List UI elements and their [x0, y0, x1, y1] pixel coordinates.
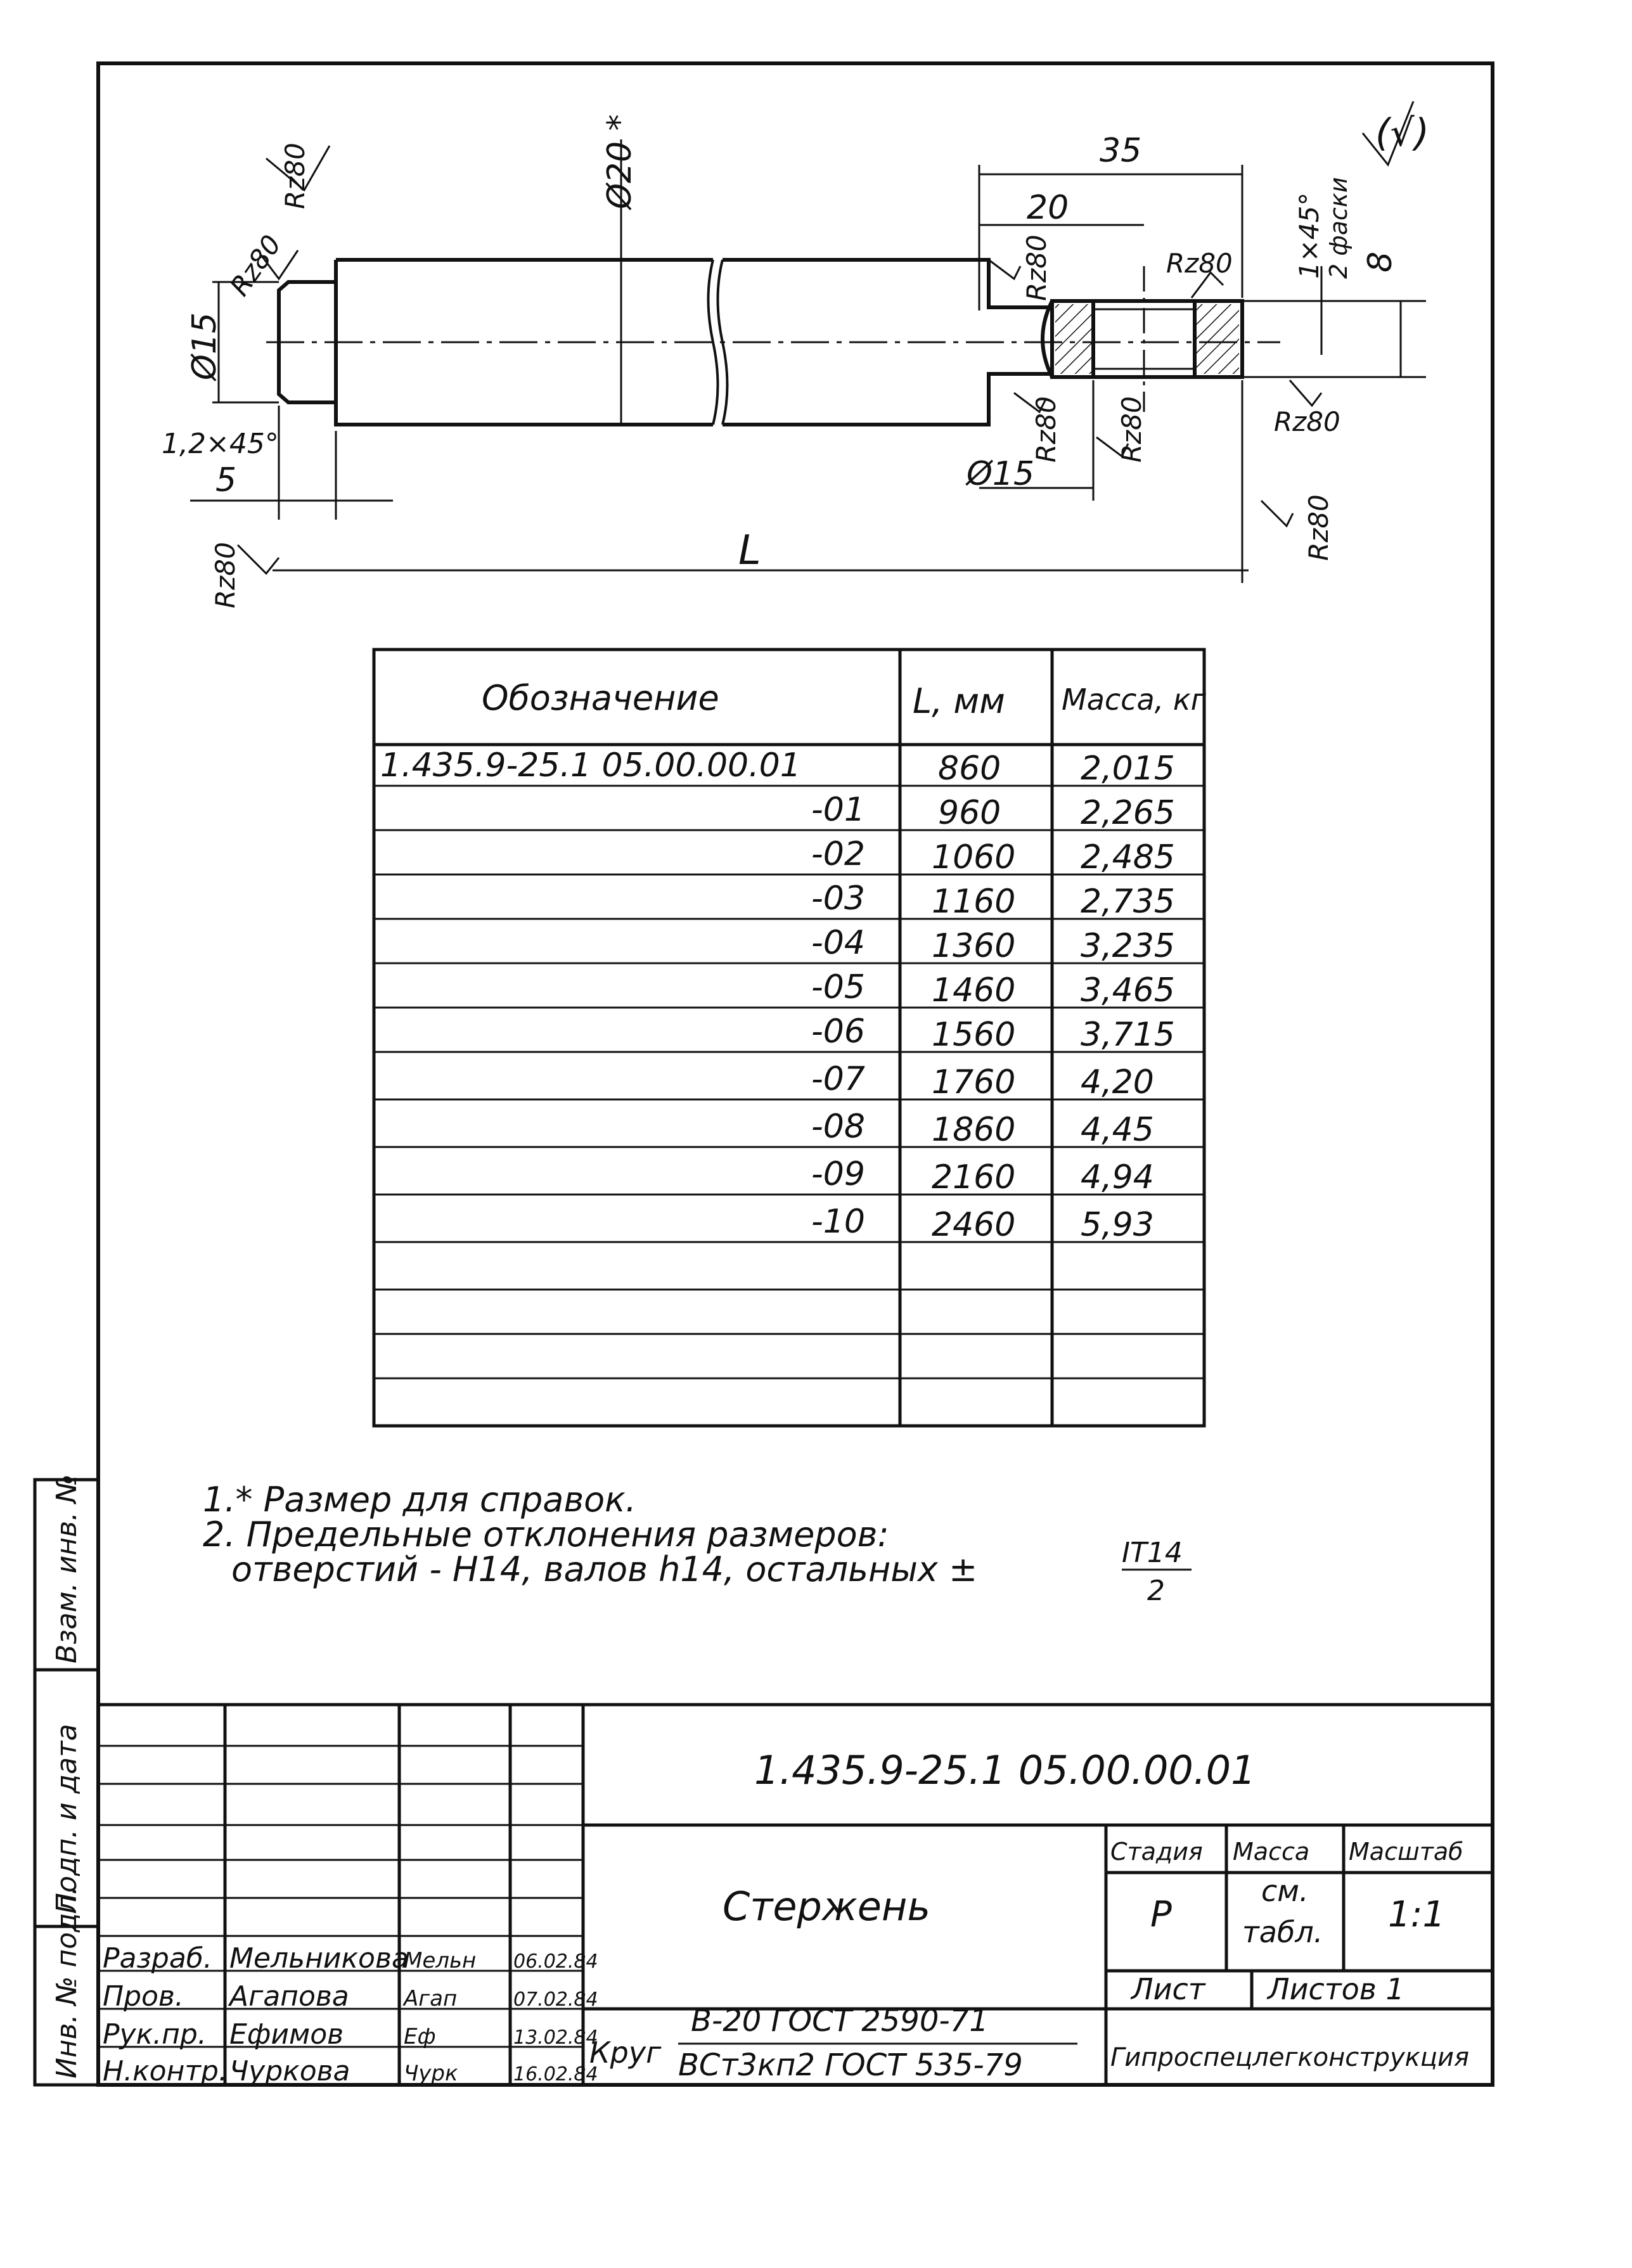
table-row-mass: 3,465	[1081, 971, 1175, 1009]
table-row-designation: -10	[811, 1203, 865, 1241]
dim-20: 20	[1027, 189, 1069, 227]
signer-signature: Мельн	[404, 1948, 477, 1973]
signer-date: 07.02.84	[513, 1989, 598, 2011]
roughness-symbol: (√)	[1375, 111, 1430, 155]
note-line-3: отверстий - Н14, валов h14, остальных ±	[231, 1549, 978, 1589]
table-row-length: 2460	[932, 1206, 1016, 1244]
note-line-2: 2. Предельные отклонения размеров:	[203, 1515, 889, 1554]
table-row-length: 1360	[932, 927, 1016, 965]
dim-chamfer-hole: 1×45°	[1294, 192, 1325, 279]
table-row-designation: -03	[811, 880, 865, 918]
table-row-designation: -08	[811, 1108, 865, 1146]
note-frac-den: 2	[1147, 1575, 1165, 1607]
rz-label-5: Rz80	[1031, 396, 1062, 463]
sheet-label: Лист	[1131, 1972, 1205, 2006]
table-row-length: 1160	[932, 883, 1016, 921]
table-row-length: 1860	[932, 1111, 1016, 1149]
material-prefix: Круг	[589, 2035, 662, 2070]
table-header-length: L, мм	[913, 681, 1005, 721]
col-scale: Масштаб	[1349, 1838, 1463, 1866]
table-row-mass: 2,485	[1081, 838, 1175, 876]
table-row-mass: 5,93	[1081, 1206, 1154, 1244]
dim-chamfer-hole-2: 2 фаски	[1325, 177, 1353, 279]
stage-value: Р	[1150, 1894, 1172, 1935]
part-name: Стержень	[723, 1883, 930, 1930]
signer-name: Мельникова	[229, 1942, 409, 1975]
table-row-length: 960	[938, 794, 1001, 832]
table-row-mass: 3,715	[1081, 1016, 1175, 1054]
col-stage: Стадия	[1110, 1838, 1203, 1866]
table-row-length: 1460	[932, 971, 1016, 1009]
note-line-1: 1.* Размер для справок.	[203, 1480, 636, 1520]
dim-diameter-main: Ø20 *	[601, 114, 639, 209]
table-row-designation: -01	[811, 791, 865, 829]
signer-signature: Еф	[404, 2024, 436, 2049]
side-stamp-sign: Подп. и дата	[51, 1724, 83, 1914]
table-row-designation: -04	[811, 924, 865, 962]
rz-label-8: Rz80	[1274, 406, 1340, 437]
table-row-length: 1760	[932, 1063, 1016, 1101]
signer-signature: Чурк	[404, 2061, 458, 2086]
table-row-designation: -02	[811, 835, 865, 873]
table-row-mass: 4,20	[1081, 1063, 1154, 1101]
table-row-mass: 2,015	[1081, 750, 1175, 788]
signer-name: Агапова	[229, 1980, 349, 2013]
dim-five: 5	[215, 461, 237, 499]
table-row-designation: -05	[811, 968, 865, 1006]
mass-value-1: см.	[1261, 1874, 1309, 1908]
table-row-mass: 4,94	[1081, 1158, 1154, 1196]
sheets-label: Листов 1	[1268, 1972, 1404, 2006]
dim-length: L	[738, 527, 761, 574]
rz-label-3: Rz80	[210, 542, 241, 608]
rz-label-9: Rz80	[1303, 494, 1334, 561]
signer-role: Рук.пр.	[103, 2018, 207, 2051]
dim-chamfer: 1,2×45°	[162, 428, 279, 460]
col-mass: Масса	[1233, 1838, 1310, 1866]
signer-role: Н.контр.	[103, 2055, 228, 2087]
doc-number: 1.435.9-25.1 05.00.00.01	[754, 1747, 1256, 1793]
table-row-mass: 2,265	[1081, 794, 1175, 832]
dim-diameter-end: Ø15	[186, 312, 224, 380]
table-row-length: 860	[938, 750, 1001, 788]
material-top: В-20 ГОСТ 2590-71	[691, 2003, 989, 2039]
table-row-length: 1560	[932, 1016, 1016, 1054]
signer-date: 16.02.84	[513, 2063, 598, 2085]
table-row-designation: -09	[811, 1155, 865, 1193]
signer-name: Чуркова	[229, 2055, 350, 2087]
table-row-mass: 3,235	[1081, 927, 1175, 965]
note-frac-num: IT14	[1122, 1537, 1183, 1569]
mass-value-2: табл.	[1242, 1915, 1323, 1949]
table-header-mass: Масса, кг	[1062, 682, 1206, 717]
table-row-length: 2160	[932, 1158, 1016, 1196]
rz-label-2: Rz80	[224, 229, 288, 302]
table-row-designation: -07	[811, 1060, 865, 1098]
rz-label-6: Rz80	[1116, 396, 1147, 463]
signer-role: Пров.	[103, 1980, 184, 2013]
rz-label-7: Rz80	[1166, 248, 1233, 279]
signer-role: Разраб.	[103, 1942, 212, 1975]
signer-signature: Агап	[404, 1986, 458, 2011]
dim-8: 8	[1361, 251, 1399, 272]
table-row-mass: 2,735	[1081, 883, 1175, 921]
side-stamp-replace: Взам. инв. №	[51, 1474, 83, 1663]
table-row-length: 1060	[932, 838, 1016, 876]
signer-date: 06.02.84	[513, 1951, 598, 1973]
signer-date: 13.02.84	[513, 2027, 598, 2049]
material-bottom: ВСт3кп2 ГОСТ 535-79	[678, 2047, 1023, 2083]
table-row-designation: -06	[811, 1013, 865, 1051]
side-stamp-inv: Инв. № подл.	[51, 1886, 83, 2079]
table-header-designation: Обозначение	[482, 678, 719, 718]
rz-label-1: Rz80	[279, 143, 311, 209]
table-row-mass: 4,45	[1081, 1111, 1154, 1149]
organization: Гипроспецлегконструкция	[1110, 2043, 1470, 2072]
rz-label-4: Rz80	[1021, 234, 1052, 301]
dim-diameter-bottom: Ø15	[967, 455, 1035, 493]
dim-35: 35	[1100, 132, 1142, 170]
scale-value: 1:1	[1388, 1894, 1446, 1935]
signer-name: Ефимов	[229, 2018, 344, 2051]
table-row-designation: 1.435.9-25.1 05.00.00.01	[380, 746, 801, 785]
